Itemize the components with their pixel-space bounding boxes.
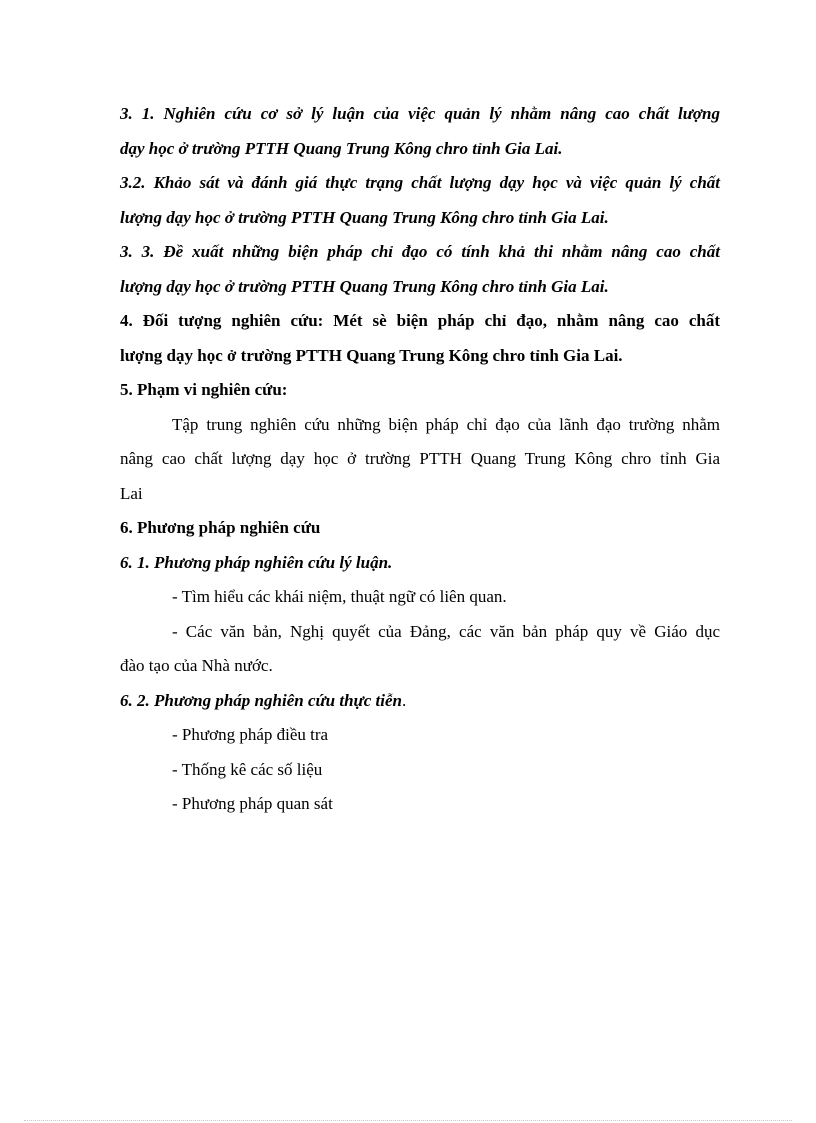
research-subject-line-2: lượng dạy học ở trường PTTH Quang Trung Kông chro tỉnh Gia Lai. <box>120 345 623 365</box>
methods-heading: 6. Phương pháp nghiên cứu <box>120 518 321 537</box>
objective-3-3-line-2: lượng dạy học ở trường PTTH Quang Trung Kông chro tỉnh Gia Lai. <box>120 276 609 296</box>
objective-3-1-line-1: 3. 1. Nghiên cứu cơ sở lý luận của việc quản lý nhằm nâng cao chất lượng <box>120 104 720 123</box>
practice-method-item-3: - Phương pháp quan sát <box>172 794 333 813</box>
objective-3-2-line-2: lượng dạy học ở trường PTTH Quang Trung Kông chro tỉnh Gia Lai. <box>120 207 609 227</box>
objective-3-3-line-1: 3. 3. Đề xuất những biện pháp chỉ đạo có tính khả thi nhằm nâng cao chất <box>120 242 720 261</box>
objective-3-2-line-1: 3.2. Khảo sát và đánh giá thực trạng chất lượng dạy học và việc quản lý chất <box>120 173 720 192</box>
practice-methods-heading-text: 6. 2. Phương pháp nghiên cứu thực tiễn <box>120 690 402 710</box>
research-scope-line-1: Tập trung nghiên cứu những biện pháp chỉ đạo của lãnh đạo trường nhằm <box>172 414 720 434</box>
objective-3-1-line-2: dạy học ở trường PTTH Quang Trung Kông chro tỉnh Gia Lai. <box>120 138 563 158</box>
practice-method-item-2: - Thống kê các số liệu <box>172 759 323 779</box>
theory-method-item-1: - Tìm hiểu các khái niệm, thuật ngữ có liên quan. <box>172 587 507 606</box>
research-scope-line-3: Lai <box>120 483 143 503</box>
theory-method-item-2-line-1: - Các văn bản, Nghị quyết của Đảng, các văn bản pháp quy về Giáo dục <box>172 621 720 641</box>
research-scope-line-2: nâng cao chất lượng dạy học ở trường PTTH Quang Trung Kông chro tỉnh Gia <box>120 449 720 468</box>
theory-methods-heading: 6. 1. Phương pháp nghiên cứu lý luận. <box>120 552 393 572</box>
practice-method-item-1: - Phương pháp điều tra <box>172 725 329 744</box>
page-bottom-border <box>24 1120 792 1121</box>
research-scope-heading: 5. Phạm vi nghiên cứu: <box>120 380 288 399</box>
document-body <box>120 97 720 822</box>
theory-method-item-2-line-2: đào tạo của Nhà nước. <box>120 656 273 675</box>
practice-methods-heading-period: . <box>401 690 407 710</box>
practice-methods-heading <box>120 684 720 719</box>
research-subject-line-1: 4. Đối tượng nghiên cứu: Mét sè biện pháp chỉ đạo, nhằm nâng cao chất <box>120 311 720 330</box>
